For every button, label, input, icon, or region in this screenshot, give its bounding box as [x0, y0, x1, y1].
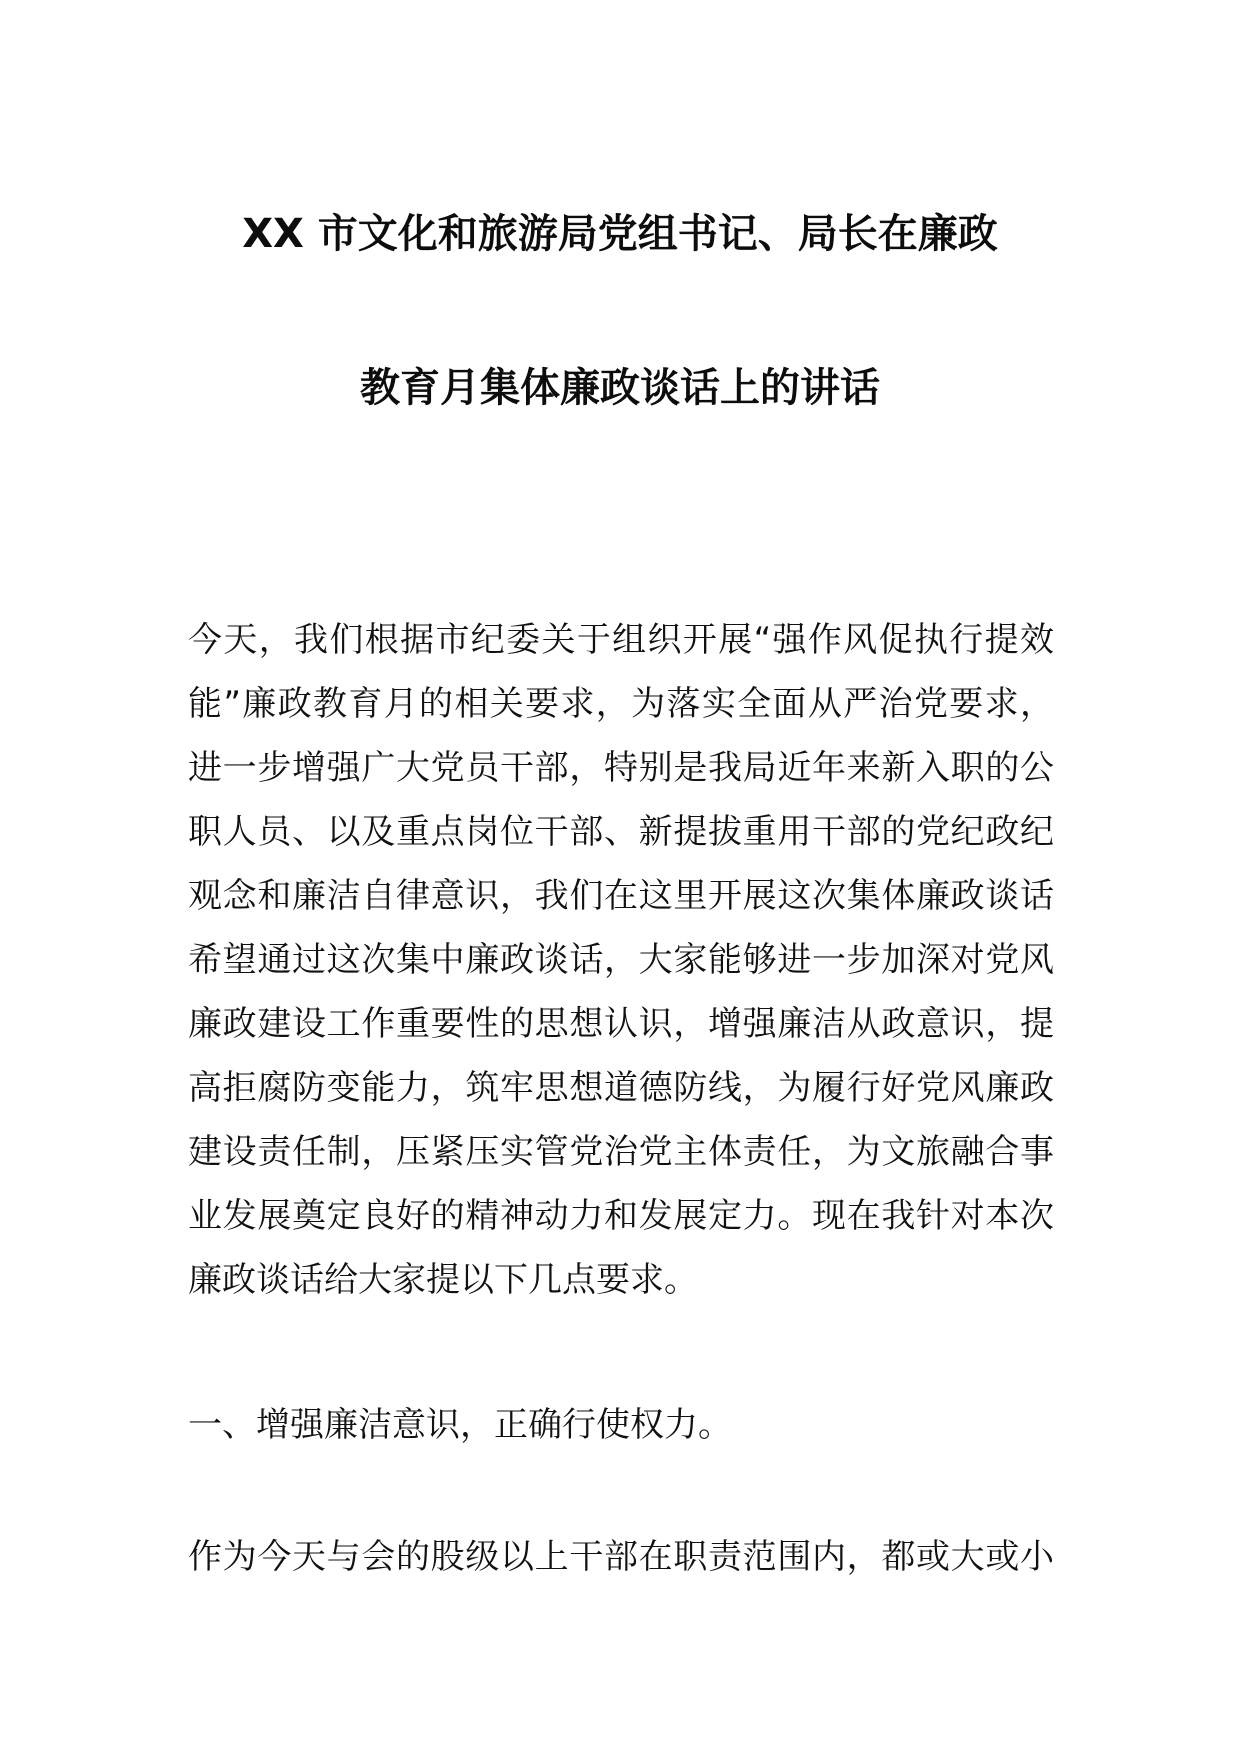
paragraph-line: 能”廉政教育月的相关要求，为落实全面从严治党要求，	[188, 684, 1054, 724]
paragraph-line: 廉政谈话给大家提以下几点要求。	[188, 1260, 698, 1300]
paragraph-line: 观念和廉洁自律意识，我们在这里开展这次集体廉政谈话	[188, 876, 1054, 916]
body-paragraph-2	[188, 1525, 1054, 1589]
document-title-line-2: 教育月集体廉政谈话上的讲话	[360, 365, 880, 411]
paragraph-line: 高拒腐防变能力，筑牢思想道德防线，为履行好党风廉政	[188, 1068, 1054, 1108]
section-heading-text: 一、增强廉洁意识，正确行使权力。	[188, 1405, 732, 1445]
paragraph-line: 建设责任制，压紧压实管党治党主体责任，为文旅融合事	[188, 1132, 1054, 1172]
paragraph-line: 业发展奠定良好的精神动力和发展定力。现在我针对本次	[188, 1196, 1054, 1236]
body-paragraph-1	[188, 608, 1054, 1312]
paragraph-line: 职人员、以及重点岗位干部、新提拔重用干部的党纪政纪	[188, 812, 1054, 852]
section-heading-1	[188, 1393, 1054, 1457]
paragraph-line: 廉政建设工作重要性的思想认识，增强廉洁从政意识，提	[188, 1004, 1054, 1044]
paragraph-line: 希望通过这次集中廉政谈话，大家能够进一步加深对党风	[188, 940, 1054, 980]
paragraph-line: 进一步增强广大党员干部，特别是我局近年来新入职的公	[188, 748, 1054, 788]
paragraph-line: 今天，我们根据市纪委关于组织开展“强作风促执行提效	[188, 620, 1054, 660]
paragraph-line: 作为今天与会的股级以上干部在职责范围内，都或大或小	[188, 1537, 1054, 1577]
document-title-line-1: XX 市文化和旅游局党组书记、局长在廉政	[242, 211, 998, 257]
